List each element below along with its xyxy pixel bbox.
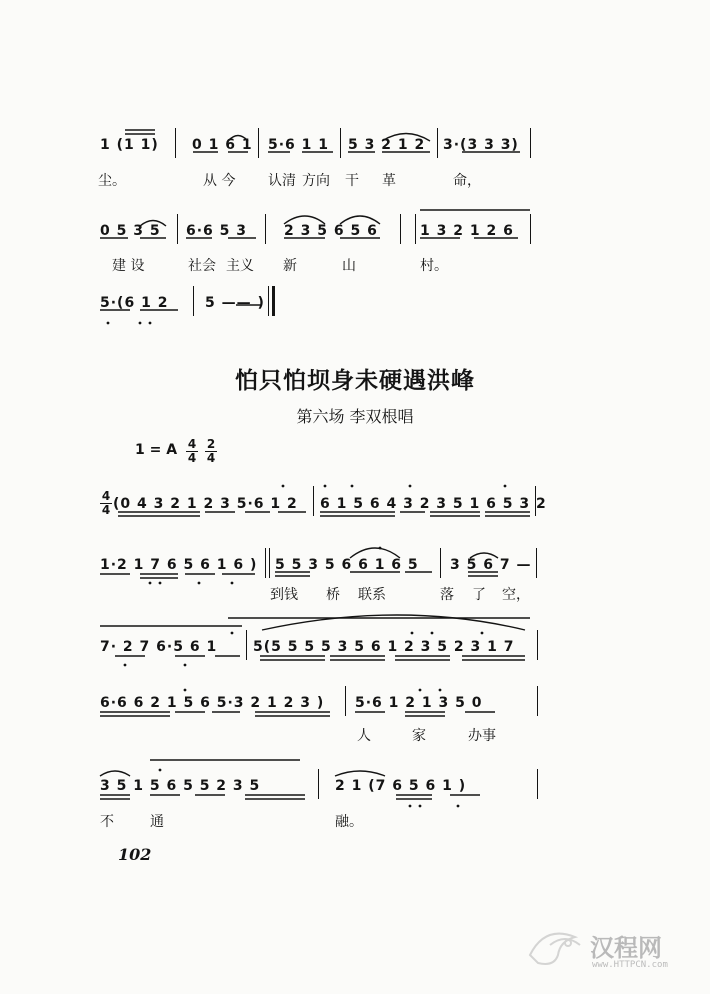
row1-measure-4: 5 3 2 1 2 bbox=[348, 137, 426, 153]
barline bbox=[265, 548, 266, 578]
row5-measure-2: 5 5 3 5 6 6 1 6 5 bbox=[275, 557, 419, 573]
barline bbox=[537, 630, 538, 660]
row8-measure-1: 3 5 1 5 6 5 5 2 3 5 bbox=[100, 778, 261, 794]
row2-measure-1: 0 5 3 5 bbox=[100, 223, 161, 239]
row8-measure-2: 2 1 (7 6 5 6 1 ) bbox=[335, 778, 467, 794]
barline bbox=[246, 630, 247, 660]
barline bbox=[193, 286, 194, 316]
lyric: 桥 bbox=[326, 587, 340, 603]
row4-measure-2: 6 1 5 6 4 3 2 3 5 1 6 5 3 2 bbox=[320, 496, 547, 512]
lyric: 山 bbox=[342, 258, 356, 274]
lyric: 社会 bbox=[188, 258, 216, 274]
lyric: 融。 bbox=[335, 814, 363, 830]
song-title: 怕只怕坝身未硬遇洪峰 bbox=[235, 368, 475, 394]
lyric: 家 bbox=[412, 728, 426, 744]
barline bbox=[313, 486, 314, 516]
lyric: 联系 bbox=[358, 587, 386, 603]
barline bbox=[440, 548, 441, 578]
row6-measure-2: 5(5 5 5 5 3 5 6 1 2 3 5 2 3 1 7 bbox=[253, 639, 515, 655]
key-signature: 1 = A bbox=[135, 442, 178, 458]
barline bbox=[535, 486, 536, 516]
row5-measure-1: 1·2 1 7 6 5 6 1 6 ) bbox=[100, 557, 258, 573]
row1-measure-2: 0 1 6 1 bbox=[192, 137, 253, 153]
final-barline bbox=[272, 286, 275, 316]
lyric: 空， bbox=[502, 587, 530, 603]
lyric: 建 设 bbox=[112, 258, 145, 274]
lyric: 主义 bbox=[226, 258, 254, 274]
lyric: 认清 bbox=[268, 173, 296, 189]
row7-measure-1: 6·6 6 2 1 5 6 5·3 2 1 2 3 ) bbox=[100, 695, 325, 711]
time-signature: $\frac{4}{4}$ bbox=[187, 437, 197, 465]
lyric: 办事 bbox=[468, 728, 496, 744]
barline bbox=[175, 128, 176, 158]
barline bbox=[437, 128, 438, 158]
barline bbox=[400, 214, 401, 244]
watermark-brand: 汉程网 bbox=[590, 934, 662, 962]
lyric: 从 今 bbox=[203, 173, 236, 189]
lyric: 通 bbox=[150, 814, 164, 830]
barline bbox=[258, 128, 259, 158]
barline bbox=[415, 214, 416, 244]
barline bbox=[318, 769, 319, 799]
lyric: 方向 bbox=[302, 173, 330, 189]
row5-measure-3: 3 5 6 7 — bbox=[450, 557, 532, 573]
barline bbox=[537, 769, 538, 799]
barline bbox=[340, 128, 341, 158]
time-signature: $\frac{2}{4}$ bbox=[206, 437, 216, 465]
lyric: 了 bbox=[472, 587, 486, 603]
lyric: 新 bbox=[283, 258, 297, 274]
lyric: 落 bbox=[440, 587, 454, 603]
lyric: 不 bbox=[100, 814, 114, 830]
lyric: 到钱 bbox=[270, 587, 298, 603]
row6-measure-1: 7· 2 7 6·5 6 1 bbox=[100, 639, 218, 655]
lyric: 村。 bbox=[420, 258, 448, 274]
barline bbox=[530, 214, 531, 244]
row7-measure-2: 5·6 1 2 1 3 5 0 bbox=[355, 695, 483, 711]
row1-measure-3: 5·6 1 1 bbox=[268, 137, 330, 153]
row2-measure-3: 2 3 5 6 5 6 bbox=[284, 223, 378, 239]
barline bbox=[177, 214, 178, 244]
row1-measure-1: 1 (1 1) bbox=[100, 137, 159, 153]
row2-measure-4: 1 3 2 1 2 6 bbox=[420, 223, 514, 239]
lyric: 人 bbox=[357, 728, 371, 744]
lyric: 革 bbox=[382, 173, 396, 189]
song-subtitle: 第六场 李双根唱 bbox=[296, 407, 414, 426]
time-signature: $\frac{4}{4}$ bbox=[101, 489, 111, 517]
barline bbox=[530, 128, 531, 158]
watermark-url: www.HTTPCN.com bbox=[592, 960, 668, 970]
final-barline bbox=[268, 286, 269, 316]
row3-measure-1: 5·(6 1 2 bbox=[100, 295, 169, 311]
page-number: 102 bbox=[118, 845, 152, 864]
row4-measure-1: (0 4 3 2 1 2 3 5·6 1 2 bbox=[113, 496, 298, 512]
barline bbox=[537, 686, 538, 716]
barline bbox=[345, 686, 346, 716]
row3-measure-2: 5 —— ) bbox=[205, 295, 265, 311]
lyric: 尘。 bbox=[98, 173, 126, 189]
barline bbox=[536, 548, 537, 578]
barline bbox=[269, 548, 270, 578]
row2-measure-2: 6·6 5 3 bbox=[186, 223, 248, 239]
lyric: 命， bbox=[453, 173, 481, 189]
barline bbox=[265, 214, 266, 244]
lyric: 干 bbox=[345, 173, 359, 189]
row1-measure-5: 3·(3 3 3) bbox=[443, 137, 519, 153]
